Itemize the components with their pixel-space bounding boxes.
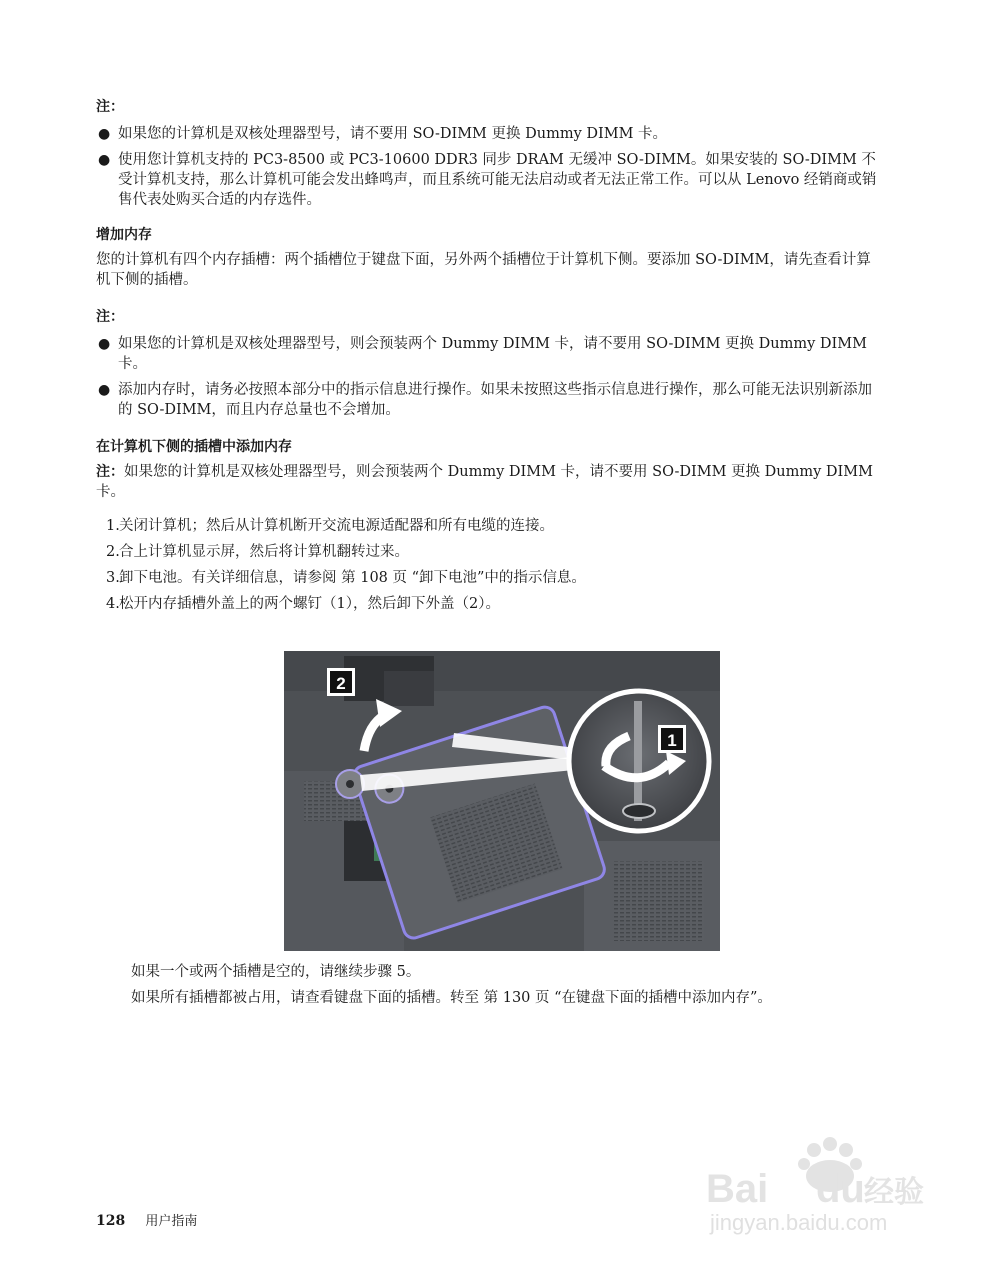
step-item: 4. 松开内存插槽外盖上的两个螺钉（1），然后卸下外盖（2）。	[106, 596, 500, 612]
svg-text:du: du	[816, 1167, 865, 1211]
section-body: 您的计算机有四个内存插槽：两个插槽位于键盘下面，另外两个插槽位于计算机下侧。要添加 SO-DIMM，请先查看计算机下侧的插槽。	[96, 252, 871, 288]
step-item: 1. 关闭计算机；然后从计算机断开交流电源适配器和所有电缆的连接。	[106, 518, 554, 534]
list-item: ● 如果您的计算机是双核处理器型号，则会预装两个 Dummy DIMM 卡，请不要用 SO-DIMM 更换 Dummy DIMM 卡。	[98, 336, 867, 372]
bullet-icon: ●	[98, 382, 111, 398]
section-heading: 增加内存	[96, 227, 152, 243]
after-figure-text	[131, 962, 891, 1014]
page-number: 128	[96, 1213, 126, 1229]
callout-2-label: 2	[336, 674, 346, 693]
note-label: 注：	[96, 309, 124, 325]
bullet-icon: ●	[98, 152, 111, 168]
step-list	[96, 516, 878, 614]
svg-text:经验: 经验	[864, 1175, 924, 1210]
paragraph: 如果一个或两个插槽是空的，请继续步骤 5。	[131, 964, 421, 980]
step-item: 3. 卸下电池。有关详细信息，请参阅 第 108 页 “卸下电池”中的指示信息。	[106, 570, 586, 586]
callout-1-label: 1	[667, 731, 677, 750]
list-item: ● 使用您计算机支持的 PC3-8500 或 PC3-10600 DDR3 同步 DRAM 无缓冲 SO-DIMM。如果安装的 SO-DIMM 不受计算机支持，那么计算机可能会发出蜂鸣声，而且系统可能无法启动或者无法正常工作。可以从 Lenovo 经销商或销售代表处购买合适的内存选件。	[98, 152, 877, 208]
svg-text:jingyan.baidu.com: jingyan.baidu.com	[710, 1210, 888, 1235]
list-item: ● 添加内存时，请务必按照本部分中的指示信息进行操作。如果未按照这些指示信息进行操作，那么可能无法识别新添加的 SO-DIMM，而且内存总量也不会增加。	[98, 382, 872, 418]
note-list	[96, 124, 878, 210]
bullet-icon: ●	[98, 126, 111, 142]
page-content	[96, 96, 878, 620]
note-list	[96, 334, 878, 420]
section-note: 注：如果您的计算机是双核处理器型号，则会预装两个 Dummy DIMM 卡，请不要用 SO-DIMM 更换 Dummy DIMM 卡。	[96, 464, 873, 500]
note-label: 注：	[96, 464, 124, 480]
bullet-icon: ●	[98, 336, 111, 352]
baidu-watermark-logo	[696, 1130, 936, 1240]
step-item: 2. 合上计算机显示屏，然后将计算机翻转过来。	[106, 544, 409, 560]
footer-title: 用户指南	[145, 1214, 198, 1229]
list-item: ● 如果您的计算机是双核处理器型号，请不要用 SO-DIMM 更换 Dummy DIMM 卡。	[98, 126, 668, 142]
svg-text:Bai: Bai	[706, 1167, 769, 1211]
memory-cover-illustration	[284, 651, 720, 951]
note-label: 注：	[96, 99, 124, 115]
page-footer	[96, 1210, 197, 1229]
paragraph: 如果所有插槽都被占用，请查看键盘下面的插槽。转至 第 130 页 “在键盘下面的插槽中添加内存”。	[131, 990, 772, 1006]
section-heading: 在计算机下侧的插槽中添加内存	[96, 439, 292, 455]
callout-2-icon	[327, 668, 355, 696]
callout-1-icon	[658, 725, 686, 753]
